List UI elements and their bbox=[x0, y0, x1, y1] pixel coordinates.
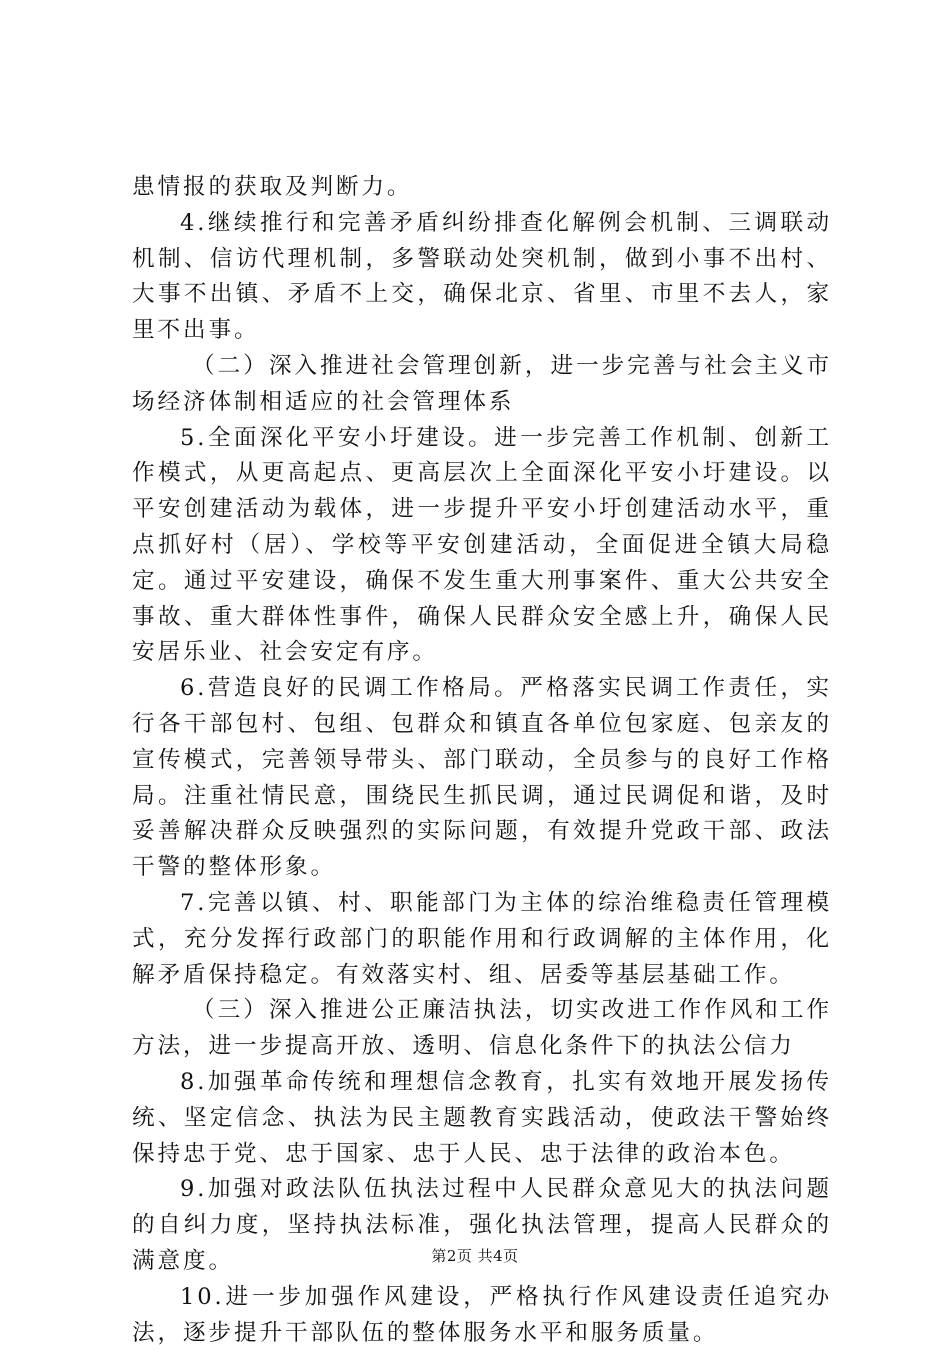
section-heading-2: （二）深入推进社会管理创新，进一步完善与社会主义市场经济体制相适应的社会管理体系 bbox=[132, 352, 832, 415]
paragraph-item-9: 9.加强对政法队伍执法过程中人民群众意见大的执法问题的自纠力度，坚持执法标准，强化执法管理，提高人民群众的满意度。 bbox=[132, 1176, 832, 1274]
paragraph-item-5: 5.全面深化平安小圩建设。进一步完善工作机制、创新工作模式，从更高起点、更高层次上全面深化平安小圩建设。以平安创建活动为载体，进一步提升平安小圩创建活动水平，重点抓好村（居）、学校等平安创建活动，全面促进全镇大局稳定。通过平安建设，确保不发生重大刑事案件、重大公共安全事故、重大群体性事件，确保人民群众安全感上升，确保人民安居乐业、社会安定有序。 bbox=[132, 424, 832, 666]
paragraph-item-6: 6.营造良好的民调工作格局。严格落实民调工作责任，实行各干部包村、包组、包群众和镇直各单位包家庭、包亲友的宣传模式，完善领导带头、部门联动，全员参与的良好工作格局。注重社情民意，围绕民生抓民调，通过民调促和谐，及时妥善解决群众反映强烈的实际问题，有效提升党政干部、政法干警的整体形象。 bbox=[132, 675, 832, 881]
paragraph-item-8: 8.加强革命传统和理想信念教育，扎实有效地开展发扬传统、坚定信念、执法为民主题教育实践活动，使政法干警始终保持忠于党、忠于国家、忠于人民、忠于法律的政治本色。 bbox=[132, 1068, 832, 1167]
section-heading-3: （三）深入推进公正廉洁执法，切实改进工作作风和工作方法，进一步提高开放、透明、信息化条件下的执法公信力 bbox=[132, 997, 832, 1060]
paragraph-continuation: 患情报的获取及判断力。 bbox=[132, 174, 413, 200]
document-body bbox=[132, 170, 832, 1351]
paragraph-item-4: 4.继续推行和完善矛盾纠纷排查化解例会机制、三调联动机制、信访代理机制，多警联动处突机制，做到小事不出村、大事不出镇、矛盾不上交，确保北京、省里、市里不去人，家里不出事。 bbox=[132, 209, 832, 344]
paragraph-item-10: 10.进一步加强作风建设，严格执行作风建设责任追究办法，逐步提升干部队伍的整体服务水平和服务质量。 bbox=[132, 1283, 832, 1346]
page-number-footer: 第2页 共4页 bbox=[431, 1247, 519, 1265]
paragraph-item-7: 7.完善以镇、村、职能部门为主体的综治维稳责任管理模式，充分发挥行政部门的职能作用和行政调解的主体作用，化解矛盾保持稳定。有效落实村、组、居委等基层基础工作。 bbox=[132, 889, 832, 988]
